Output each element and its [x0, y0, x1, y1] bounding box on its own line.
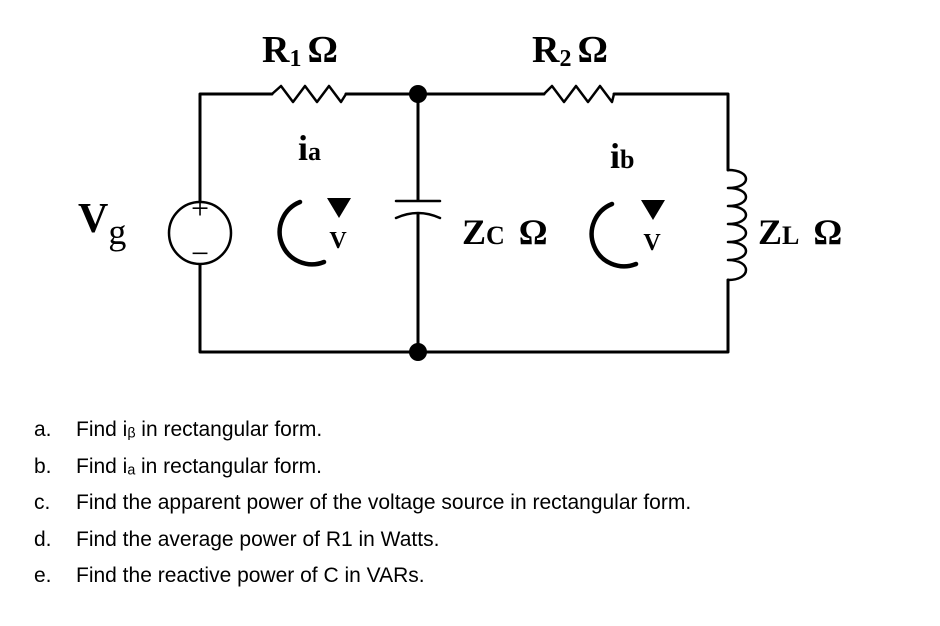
- question-item: [34, 522, 691, 559]
- ia-arrowhead-icon: [327, 198, 351, 218]
- question-item: [34, 449, 691, 486]
- source-minus-sign: −: [190, 235, 210, 271]
- r2-resistor: [544, 86, 614, 102]
- question-text: Find the average power of R1 in Watts.: [76, 527, 440, 551]
- question-list: [34, 412, 691, 595]
- question-text: Find the reactive power of C in VARs.: [76, 564, 425, 587]
- ib-arrowhead-icon: [641, 200, 665, 220]
- question-item: [34, 558, 691, 595]
- top-node: [409, 85, 427, 103]
- r1-resistor: [272, 86, 346, 102]
- question-marker: b.: [34, 454, 52, 478]
- zl-label: ZL Ω: [758, 212, 843, 252]
- zc-label: ZC Ω: [462, 212, 548, 252]
- source-plus-sign: +: [190, 190, 210, 226]
- question-text: Find the apparent power of the voltage source in rectangular form.: [76, 491, 692, 514]
- question-item: [34, 412, 691, 449]
- inductor: [728, 170, 746, 280]
- r2-label: R2 Ω: [532, 29, 608, 72]
- r1-label: R1 Ω: [262, 29, 338, 72]
- bottom-node: [409, 343, 427, 361]
- ia-loop-arrow: [280, 202, 324, 264]
- question-text: Find iᵦ in rectangular form.: [76, 418, 323, 441]
- question-marker: a.: [34, 418, 52, 441]
- ib-label: ib: [610, 136, 635, 176]
- question-marker: c.: [34, 491, 51, 514]
- voltage-source: [169, 190, 231, 271]
- question-item: [34, 485, 691, 522]
- ia-arrow-tip: V: [329, 228, 347, 254]
- ib-loop-arrow: [592, 204, 636, 266]
- ib-arrow-tip: V: [643, 230, 661, 256]
- ia-label: ia: [298, 128, 322, 168]
- question-marker: d.: [34, 527, 52, 551]
- question-marker: e.: [34, 564, 52, 587]
- vg-label: Vg: [78, 196, 127, 252]
- question-text: Find iₐ in rectangular form.: [76, 454, 322, 478]
